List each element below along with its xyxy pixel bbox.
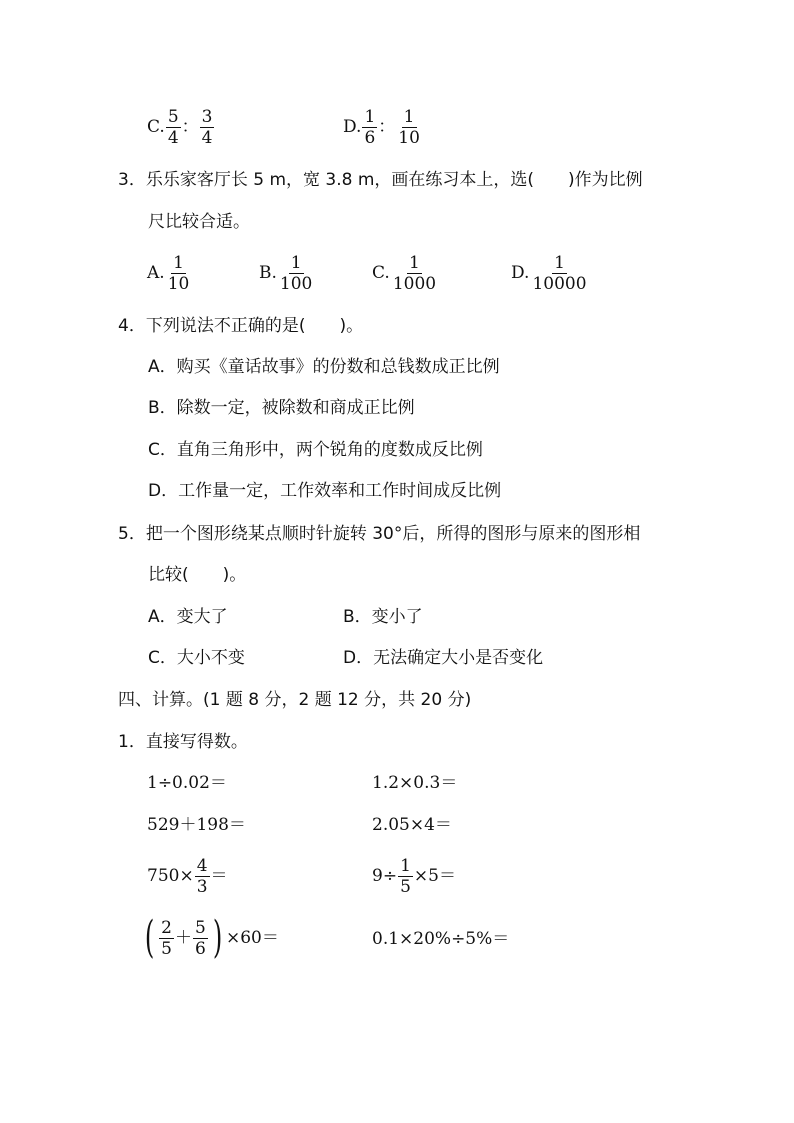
fraction: $\frac{1}{10000}$ [532,253,587,294]
q2-option-d[interactable]: D. $\frac{1}{6}$ ： $\frac{1}{10}$ [343,107,420,148]
left-paren: ( [144,912,155,963]
q4-stem: 4．下列说法不正确的是( )。 [118,316,364,336]
fraction: $\frac{3}{4}$ [201,107,213,148]
fraction: $\frac{1}{1000}$ [392,253,437,294]
calc-item-f: 9÷ $\frac{1}{5}$ ×5＝ [372,856,456,897]
calc-item-d: 2.05×4＝ [372,815,452,835]
q5-option-a[interactable]: A．变大了 [148,607,228,627]
fraction: $\frac{1}{6}$ [364,107,376,148]
q5-option-d[interactable]: D．无法确定大小是否变化 [343,648,544,668]
calc-item-g: ( $\frac{2}{5}$ ＋ $\frac{5}{6}$ ) ×60＝ [144,912,279,963]
fraction: $\frac{1}{10}$ [167,253,190,294]
q1-stem: 1．直接写得数。 [118,732,248,752]
q3-option-d[interactable]: D. $\frac{1}{10000}$ [511,253,587,294]
calc-item-e: 750× $\frac{4}{3}$ ＝ [147,856,228,897]
q3-option-b[interactable]: B. $\frac{1}{100}$ [259,253,313,294]
calc-item-b: 1.2×0.3＝ [372,773,458,793]
calc-item-h: 0.1×20%÷5%＝ [372,929,510,949]
q3-option-a[interactable]: A. $\frac{1}{10}$ [147,253,190,294]
right-paren: ) [212,912,223,963]
fraction: $\frac{5}{6}$ [195,917,206,959]
section-heading: 四、计算。(1 题 8 分，2 题 12 分，共 20 分) [118,690,472,710]
q2-option-c[interactable]: C. $\frac{5}{4}$ ： $\frac{3}{4}$ [147,107,213,148]
fraction: $\frac{4}{3}$ [196,856,208,897]
q5-option-b[interactable]: B．变小了 [343,607,423,627]
calc-item-a: 1÷0.02＝ [147,773,227,793]
q4-option-b[interactable]: B．除数一定，被除数和商成正比例 [148,398,415,418]
q3-stem-line2: 尺比较合适。 [148,212,250,232]
q3-stem-line1: 3．乐乐家客厅长 5 m，宽 3.8 m，画在练习本上，选( )作为比例 [118,170,643,190]
q4-option-d[interactable]: D．工作量一定，工作效率和工作时间成反比例 [148,481,502,501]
calc-item-c: 529＋198＝ [147,815,246,835]
fraction: $\frac{5}{4}$ [167,107,179,148]
q5-stem-line1: 5．把一个图形绕某点顺时针旋转 30°后，所得的图形与原来的图形相 [118,524,641,544]
q3-option-c[interactable]: C. $\frac{1}{1000}$ [372,253,437,294]
fraction: $\frac{1}{5}$ [400,856,411,897]
q5-stem-line2: 比较( )。 [148,565,247,585]
q4-option-a[interactable]: A．购买《童话故事》的份数和总钱数成正比例 [148,357,500,377]
fraction: $\frac{1}{10}$ [398,107,420,148]
fraction: $\frac{1}{100}$ [279,253,313,294]
q5-option-c[interactable]: C．大小不变 [148,648,245,668]
q4-option-c[interactable]: C．直角三角形中，两个锐角的度数成反比例 [148,440,483,460]
fraction: $\frac{2}{5}$ [161,917,172,959]
